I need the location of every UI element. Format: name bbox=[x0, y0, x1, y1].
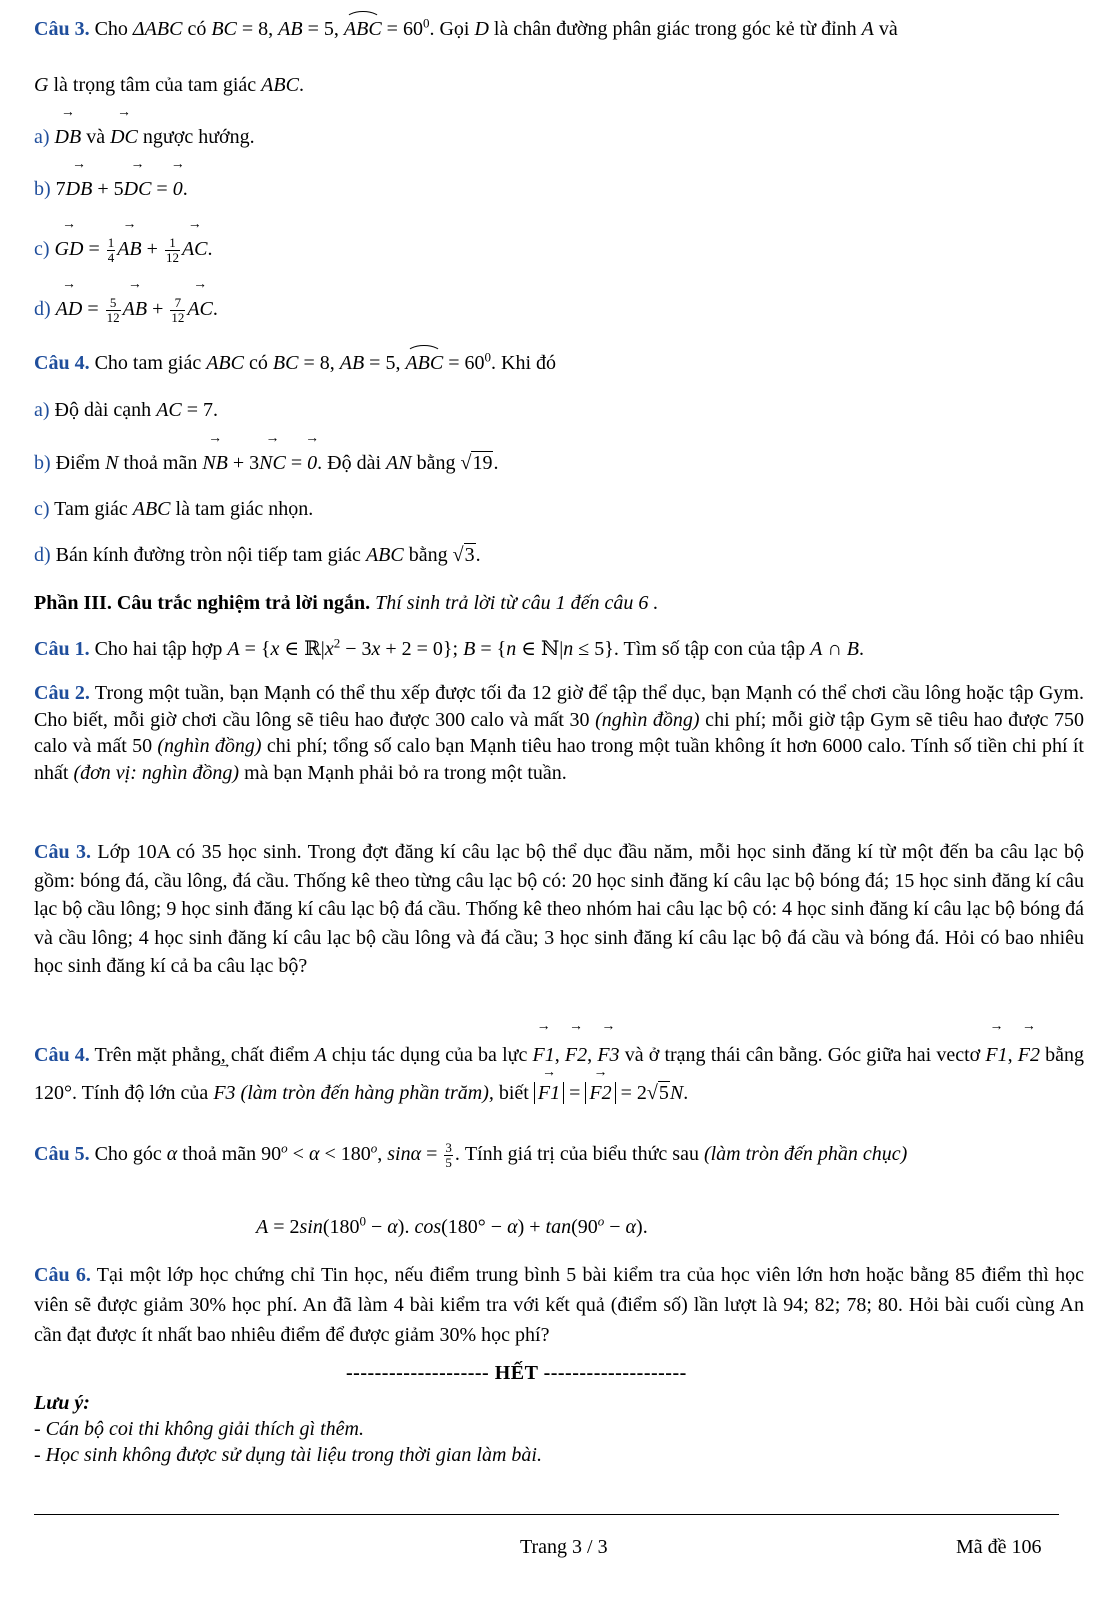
option-c: c) Tam giác ABC là tam giác nhọn. bbox=[34, 498, 314, 520]
option-b: b) 7→ DB + 5→ DC = → 0. bbox=[34, 174, 1084, 204]
option-b: b) Điểm N thoả mãn → NB + 3→ NC = → 0. Độ dài AN bằng √19. bbox=[34, 448, 1084, 478]
option-d: d) Bán kính đường tròn nội tiếp tam giác ABC bằng √3. bbox=[34, 544, 481, 566]
formula: $A = 2\sin(180^0 - \alpha)$. $\cos(180^\circ - \alpha) + \tan(90^o - \alpha)$. bbox=[256, 1213, 648, 1238]
note-line: - Học sinh không được sử dụng tài liệu trong thời gian làm bài. bbox=[34, 1444, 542, 1466]
question-5: Câu 5. Cho góc α thoả mãn $90^o < \alpha < 180^o$, sinα = $\frac{3}{5}$ . Tính giá trị của biểu thức sau (làm tròn đến phần chục) bbox=[34, 1139, 908, 1170]
question-4-part2: Câu 4. Cho tam giác ABC có BC = 8, AB = 5, ABC = $60^0$. Khi đó bbox=[34, 348, 1084, 378]
note-line: - Cán bộ coi thi không giải thích gì thêm. bbox=[34, 1418, 364, 1440]
option-d: d) → AD = $\frac{5}{12}$ → AB + $\frac{7}{12}$ → AC. bbox=[34, 294, 1084, 325]
page-number: Trang 3 / 3 bbox=[520, 1536, 608, 1558]
question-2: Câu 2. Trong một tuần, bạn Mạnh có thể thu xếp được tối đa 12 giờ để tập thể dục, bạn Mạnh có thể chơi cầu lông hoặc tập Gym. Cho biết, mỗi giờ chơi cầu lông sẽ tiêu hao được 300 calo và mất 30 (nghìn đồng) chi phí; mỗi giờ tập Gym sẽ tiêu hao được 750 calo và mất 50 (nghìn đồng) chi phí; tổng số calo bạn Mạnh tiêu hao trong một tuần không ít hơn 6000 calo. Tính số tiền chi phí ít nhất (đơn vị: nghìn đồng) mà bạn Mạnh phải bỏ ra trong một tuần. bbox=[34, 682, 1085, 784]
exam-code: Mã đề 106 bbox=[956, 1536, 1042, 1558]
section-heading: Phần III. Câu trắc nghiệm trả lời ngắn. Thí sinh trả lời từ câu 1 đến câu 6 . bbox=[34, 592, 659, 614]
option-a: a) → DB và → DC ngược hướng. bbox=[34, 122, 1084, 152]
option-a: a) Độ dài cạnh AC = 7. bbox=[34, 399, 219, 421]
question-3-part2: Câu 3. Cho ΔABC có BC = 8, AB = 5, ABC = $60^0$. Gọi D là chân đường phân giác trong góc kẻ từ đỉnh A và bbox=[34, 14, 1084, 44]
question-4: Câu 4. Trên mặt phẳng, chất điểm A chịu tác dụng của ba lực → F1, → F2, → F3 và ở trạng thái cân bằng. Góc giữa hai vectơ → F1, → F2 bằng 120°. Tính độ lớn của → F3 (làm tròn đến hàng phần trăm), biết → F1 = → F2 = 2√5N. bbox=[34, 1036, 1084, 1112]
end-marker: -------------------- HẾT -------------------- bbox=[346, 1362, 687, 1384]
question-3-part2-cont: G là trọng tâm của tam giác ABC. bbox=[34, 74, 304, 96]
notes-title: Lưu ý: bbox=[34, 1392, 90, 1414]
question-6: Câu 6. Tại một lớp học chứng chỉ Tin học, nếu điểm trung bình 5 bài kiểm tra của học viên lớn hơn hoặc bằng 85 điểm thì học viên sẽ được giảm 30% học phí. An đã làm 4 bài kiểm tra với kết quả (điểm số) lần lượt là 94; 82; 78; 80. Hỏi bài cuối cùng An cần đạt được ít nhất bao nhiêu điểm để được giảm 30% học phí? bbox=[34, 1264, 1084, 1346]
option-c: c) → GD = $\frac{1}{4}$ → AB + $\frac{1}{12}$ → AC. bbox=[34, 234, 1084, 265]
footer-divider bbox=[34, 1514, 1059, 1515]
question-1: Câu 1. Cho hai tập hợp A = {x ∈ $ℝ|x^2 - 3x + 2 = 0$}; B = {n ∈ ℕ|n ≤ 5}. Tìm số tập con của tập A ∩ B. bbox=[34, 635, 865, 660]
question-3: Câu 3. Lớp 10A có 35 học sinh. Trong đợt đăng kí câu lạc bộ thể dục đầu năm, mỗi học sinh đăng kí từ một đến ba câu lạc bộ gồm: bóng đá, cầu lông, đá cầu. Thống kê theo từng câu lạc bộ có: 20 học sinh đăng kí câu lạc bộ bóng đá; 15 học sinh đăng kí câu lạc bộ cầu lông; 9 học sinh đăng kí câu lạc bộ đá cầu. Thống kê theo nhóm hai câu lạc bộ có: 4 học sinh đăng kí câu lạc bộ bóng đá và cầu lông; 4 học sinh đăng kí câu lạc bộ cầu lông và đá cầu; 3 học sinh đăng kí câu lạc bộ đá cầu và bóng đá. Hỏi có bao nhiêu học sinh đăng kí cả ba câu lạc bộ? bbox=[34, 841, 1084, 977]
question-label: Câu 3. bbox=[34, 18, 90, 40]
